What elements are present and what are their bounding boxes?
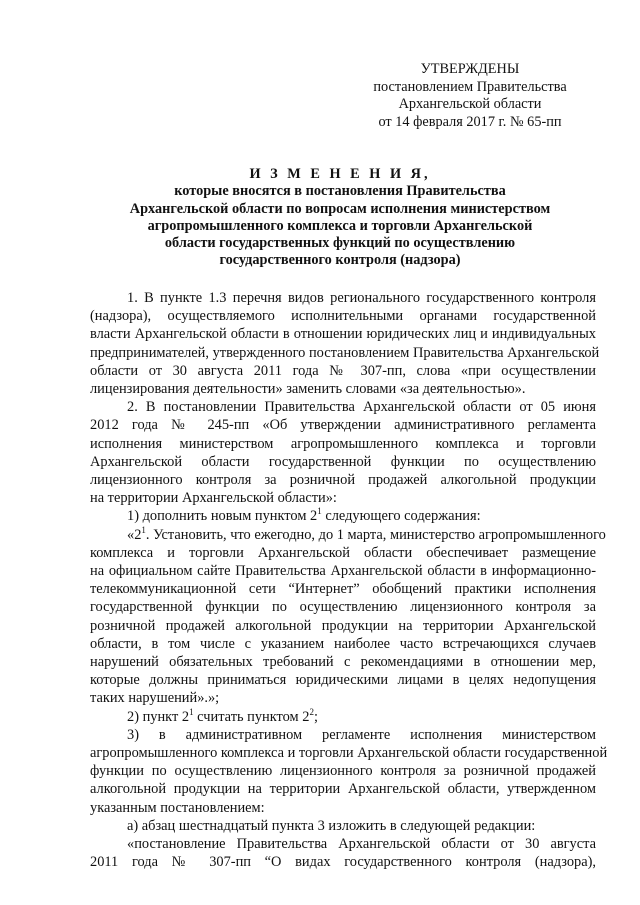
text-line: розничной продажей алкогольной продукции на территории Архангельской [90,617,596,634]
text-line [90,524,606,544]
text-line: 2. В постановлении Правительства Архангельской области от 05 июня [127,399,596,416]
superscript: 1 [189,706,194,717]
title-line: государственного контроля (надзора) [219,252,461,269]
text-line: (надзора), осуществляемого исполнительными органами государственной [90,308,596,325]
approval-line: Архангельской области [398,96,542,112]
document-body [90,289,608,872]
text-line: «постановление Правительства Архангельской области от 30 августа [127,836,596,853]
text-line: 3) в административном регламенте исполнения министерством [127,726,596,743]
text-line: нарушений обязательных требований с рекомендациями в отношении мер, [90,654,596,671]
text-fragment: 2) пункт 2 [127,708,190,725]
approval-line: УТВЕРЖДЕНЫ [420,61,520,77]
text-line: 2012 года № 245-пп «Об утверждении административного регламента [90,417,596,434]
text-line [90,708,596,726]
text-line: государственной функции по осуществлению лицензионного контроля за [90,599,596,616]
text-line: лицензирования деятельности» заменить словами «за деятельностью». [90,381,526,398]
approval-line: от 14 февраля 2017 г. № 65-пп [378,113,562,130]
text-line: которые должны приниматься юридическими лицами в целях недопущения [90,672,596,689]
text-fragment: ; [313,708,318,725]
text-line: агропромышленного комплекса и торговли Архангельской области государственной [90,745,608,762]
title-line: Архангельской области по вопросам исполнения министерством [129,200,551,217]
document-title [80,166,600,270]
title-line: области государственных функций по осуществлению [164,235,516,252]
text-line: указанным постановлением: [90,799,265,816]
text-line [90,507,596,525]
text-line: области от 30 августа 2011 года № 307-пп, слова «при осуществлении [90,362,596,379]
superscript: 1 [141,524,146,535]
text-line: на официальном сайте Правительства Архангельской области в информационно- [90,563,596,580]
text-line: лицензионного контроля за розничной продажей алкогольной продукции [90,472,596,489]
text-line: а) абзац шестнадцатый пункта 3 изложить в следующей редакции: [127,817,536,834]
title-line: которые вносятся в постановления Правительства [174,183,506,200]
title-heading: И З М Е Н Е Н И Я, [249,166,431,182]
text-line: телекоммуникационной сети “Интернет” обобщений практики исполнения [90,581,596,598]
text-fragment: «2 [127,526,142,543]
superscript: 1 [317,506,322,517]
text-fragment: 1) дополнить новым пунктом 2 [127,508,318,525]
text-line: на территории Архангельской области»: [90,490,337,507]
text-line: 1. В пункте 1.3 перечня видов регионального государственного контроля [127,290,596,306]
text-line: области, в том числе с указанием наиболее часто встречающихся случаев [90,635,596,652]
text-fragment: . Установить, что ежегодно, до 1 марта, министерство агропромышленного [145,526,606,543]
text-line: таких нарушений».»; [90,690,220,707]
text-line: 2011 года № 307-пп “О видах государственного контроля (надзора), [90,854,596,871]
text-line: власти Архангельской области в отношении юридических лиц и индивидуальных [90,326,596,343]
text-line: алкогольной продукции на территории Архангельской области, утвержденном [90,781,596,798]
text-line: предпринимателей, утвержденного постановлением Правительства Архангельской [90,344,600,361]
text-fragment: следующего содержания: [321,508,481,525]
text-fragment: считать пунктом 2 [193,708,310,725]
approval-stamp [360,61,580,131]
superscript: 2 [309,706,314,717]
text-line: Архангельской области государственной функции по осуществлению [90,453,596,470]
text-line: комплекса и торговли Архангельской области обеспечивает размещение [90,544,596,561]
approval-line: постановлением Правительства [373,78,567,95]
text-line: функции по осуществлению лицензионного контроля за розничной продажей [90,763,596,780]
title-line: агропромышленного комплекса и торговли Архангельской [147,217,533,234]
text-line: исполнения министерством агропромышленного комплекса и торговли [90,435,596,452]
